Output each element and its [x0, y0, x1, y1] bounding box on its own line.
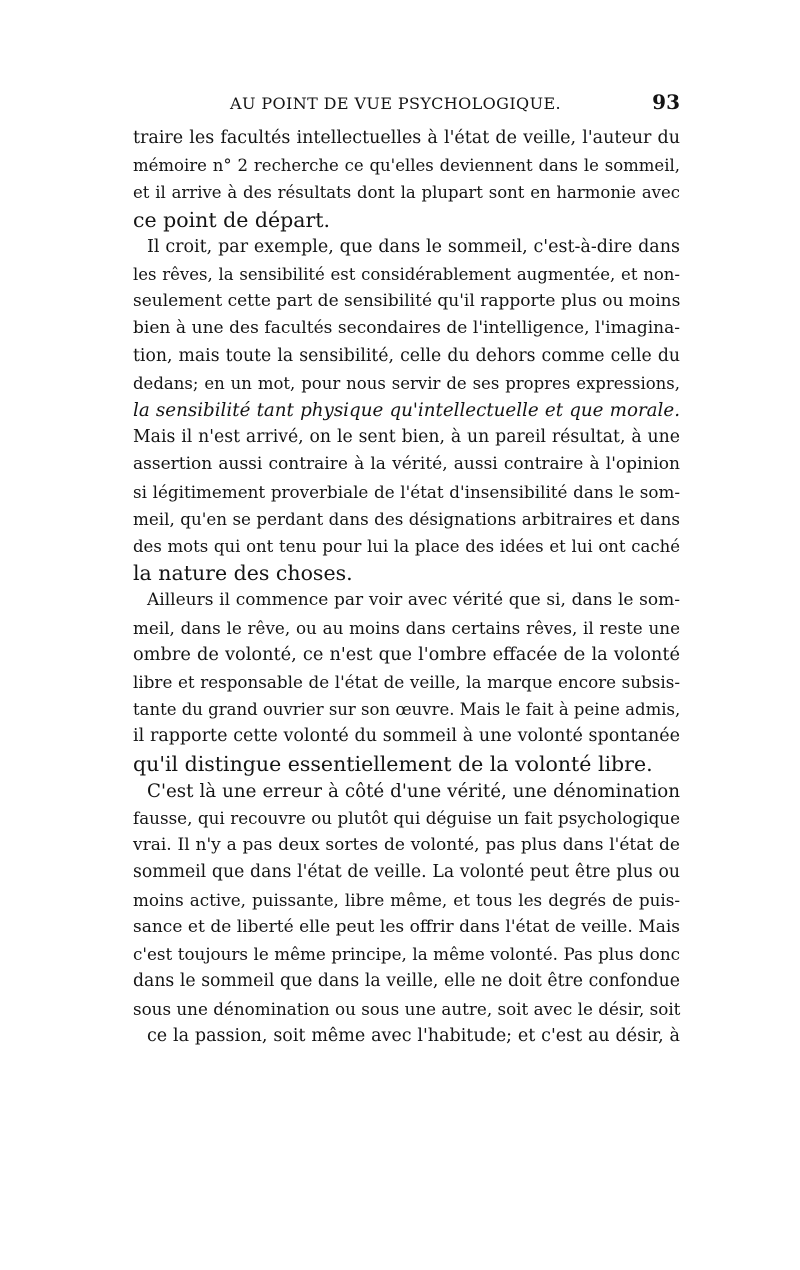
text-line: meil, dans le rêve, ou au moins dans certains rêves, il reste une: [133, 617, 680, 638]
running-title: AU POINT DE VUE PSYCHOLOGIQUE.: [230, 94, 562, 113]
body-text: [133, 125, 680, 1050]
text-line: libre et responsable de l'état de veille, la marque encore subsis-: [133, 672, 680, 693]
running-head: [130, 90, 680, 120]
page-number: 93: [652, 90, 680, 114]
text-line: sous une dénomination ou sous une autre, soit avec le désir, soit: [133, 998, 681, 1019]
text-line: tion, mais toute la sensibilité, celle du dehors comme celle du: [133, 345, 680, 366]
paragraph-3: [133, 587, 680, 777]
text-line: traire les facultés intellectuelles à l'état de veille, l'auteur du: [133, 128, 680, 148]
text-line: seulement cette part de sensibilité qu'il rapporte plus ou moins: [133, 291, 681, 312]
text-line: si légitimement proverbiale de l'état d'insensibilité dans le som-: [133, 481, 680, 502]
text-line: dans le sommeil que dans la veille, elle ne doit être confondue: [133, 971, 680, 992]
text-line: sommeil que dans l'état de veille. La volonté peut être plus ou: [133, 862, 680, 883]
text-line: Mais il n'est arrivé, on le sent bien, à un pareil résultat, à une: [133, 427, 680, 448]
text-line: moins active, puissante, libre même, et tous les degrés de puis-: [133, 889, 680, 910]
text-line: dedans; en un mot, pour nous servir de ses propres expressions,: [133, 373, 680, 393]
paragraph-4: [133, 778, 680, 1050]
text-line: meil, qu'en se perdant dans des désignations arbitraires et dans: [133, 508, 680, 529]
text-line: ce la passion, soit même avec l'habitude; et c'est au désir, à: [147, 1025, 680, 1046]
text-line: fausse, qui recouvre ou plutôt qui déguise un fait psychologique: [133, 808, 680, 829]
text-line: et il arrive à des résultats dont la plupart sont en harmonie avec: [133, 183, 680, 203]
text-line: mémoire n° 2 recherche ce qu'elles deviennent dans le sommeil,: [133, 156, 680, 176]
text-line: Il croit, par exemple, que dans le sommeil, c'est-à-dire dans: [147, 236, 680, 257]
text-line: Ailleurs il commence par voir avec vérité que si, dans le som-: [147, 590, 680, 611]
text-line: les rêves, la sensibilité est considérablement augmentée, et non-: [133, 265, 680, 285]
text-line: qu'il distingue essentiellement de la volonté libre.: [133, 751, 653, 776]
text-line: ombre de volonté, ce n'est que l'ombre effacée de la volonté: [133, 644, 680, 665]
text-line: bien à une des facultés secondaires de l'intelligence, l'imagina-: [133, 318, 680, 339]
paragraph-2: [133, 234, 680, 588]
italic-quote-line: la sensibilité tant physique qu'intellectuelle et que morale.: [133, 400, 680, 422]
text-line: il rapporte cette volonté du sommeil à une volonté spontanée: [133, 726, 680, 747]
text-line: des mots qui ont tenu pour lui la place des idées et lui ont caché: [133, 537, 680, 557]
text-line: C'est là une erreur à côté d'une vérité, une dénomination: [147, 780, 680, 802]
text-line: assertion aussi contraire à la vérité, aussi contraire à l'opinion: [133, 454, 680, 475]
paragraph-1: [133, 125, 680, 234]
text-line: sance et de liberté elle peut les offrir dans l'état de veille. Mais: [133, 916, 680, 937]
text-line: c'est toujours le même principe, la même volonté. Pas plus donc: [133, 944, 680, 965]
text-line: la nature des choses.: [133, 561, 353, 586]
text-line: tante du grand ouvrier sur son œuvre. Mais le fait à peine admis,: [133, 700, 681, 720]
text-line: ce point de départ.: [133, 207, 331, 232]
text-line: vrai. Il n'y a pas deux sortes de volonté, pas plus dans l'état de: [133, 835, 680, 856]
